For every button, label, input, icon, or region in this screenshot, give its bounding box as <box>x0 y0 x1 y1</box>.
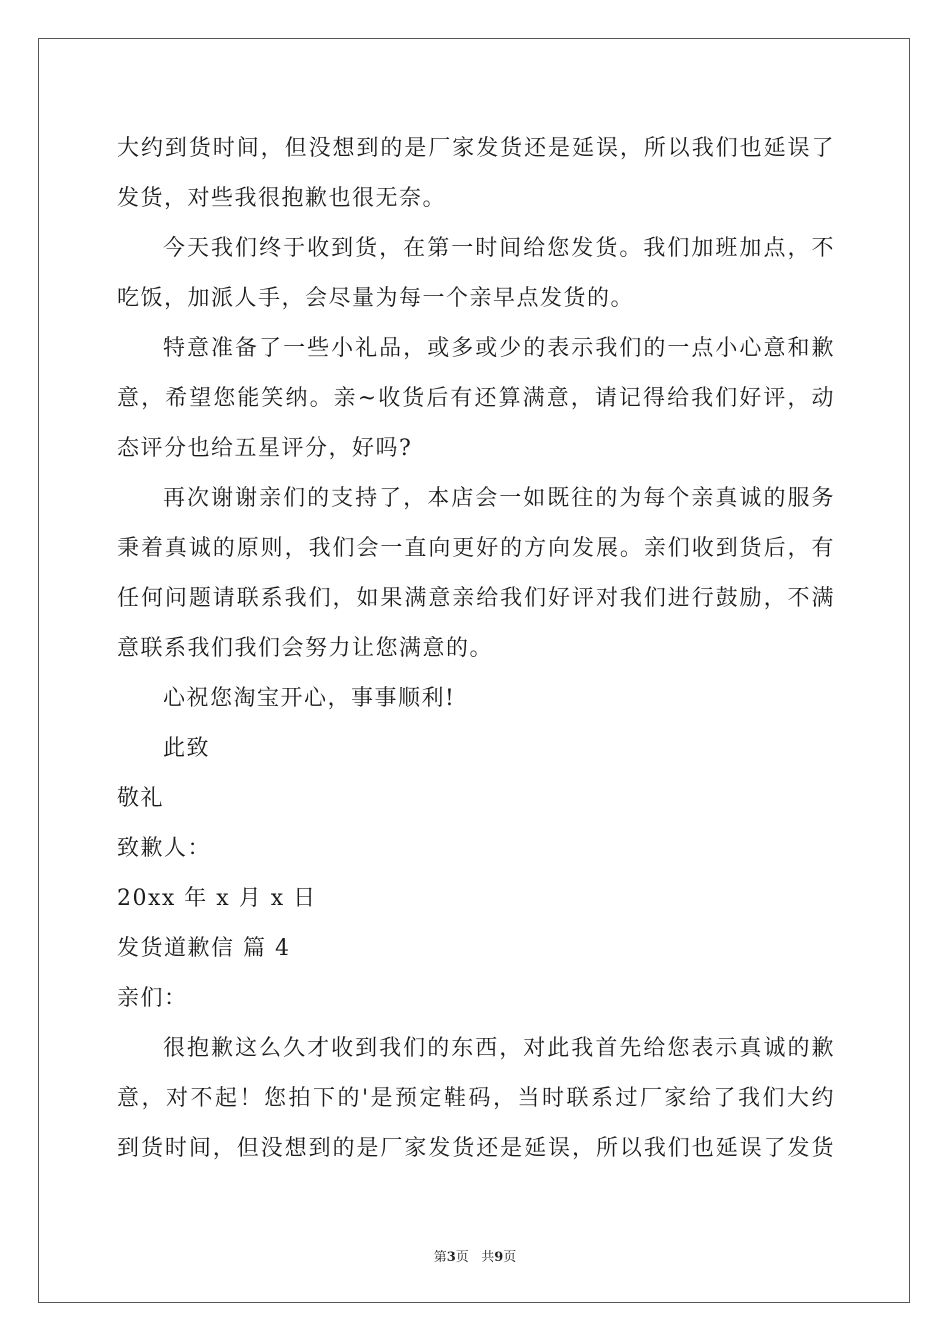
paragraph-start-line: 很抱歉这么久才收到我们的东西，对此我首先给您表示真诚的歉 <box>163 1036 835 1061</box>
salutation-line: 敬礼 <box>117 786 165 811</box>
greeting-line: 亲们： <box>117 986 188 1011</box>
text-line: 任何问题请联系我们，如果满意亲给我们好评对我们进行鼓励，不满 <box>117 586 835 611</box>
section-heading: 发货道歉信 篇 4 <box>117 936 291 961</box>
total-page-number: 9 <box>494 1250 504 1265</box>
signature-line: 致歉人： <box>117 836 212 861</box>
paragraph-start-line: 再次谢谢亲们的支持了，本店会一如既往的为每个亲真诚的服务 <box>163 486 835 511</box>
text-line: 秉着真诚的原则，我们会一直向更好的方向发展。亲们收到货后，有 <box>117 536 835 561</box>
text-line: 发货，对些我很抱歉也很无奈。 <box>117 186 447 211</box>
text-line: 态评分也给五星评分，好吗? <box>117 436 413 461</box>
current-page-number: 3 <box>446 1250 456 1265</box>
text-line: 到货时间，但没想到的是厂家发货还是延误，所以我们也延误了发货 <box>117 1136 835 1161</box>
text-line: 意，希望您能笑纳。亲~收货后有还算满意，请记得给我们好评，动 <box>117 386 835 411</box>
closing-wish: 心祝您淘宝开心，事事顺利! <box>163 686 456 711</box>
paragraph-start-line: 特意准备了一些小礼品，或多或少的表示我们的一点小心意和歉 <box>163 336 835 361</box>
document-body <box>117 124 835 1174</box>
footer-suffix: 页 <box>503 1250 517 1265</box>
page-footer <box>0 1246 950 1265</box>
text-line: 大约到货时间，但没想到的是厂家发货还是延误，所以我们也延误了 <box>117 136 835 161</box>
paragraph-start-line: 今天我们终于收到货，在第一时间给您发货。我们加班加点，不 <box>163 236 835 261</box>
footer-prefix: 第 <box>433 1250 447 1265</box>
date-line: 20xx 年 x 月 x 日 <box>117 886 317 911</box>
text-line: 意，对不起！您拍下的'是预定鞋码，当时联系过厂家给了我们大约 <box>117 1086 835 1111</box>
salutation-line: 此致 <box>163 736 211 761</box>
footer-middle: 页 共 <box>455 1250 495 1265</box>
text-line: 吃饭，加派人手，会尽量为每一个亲早点发货的。 <box>117 286 635 311</box>
text-line: 意联系我们我们会努力让您满意的。 <box>117 636 494 661</box>
